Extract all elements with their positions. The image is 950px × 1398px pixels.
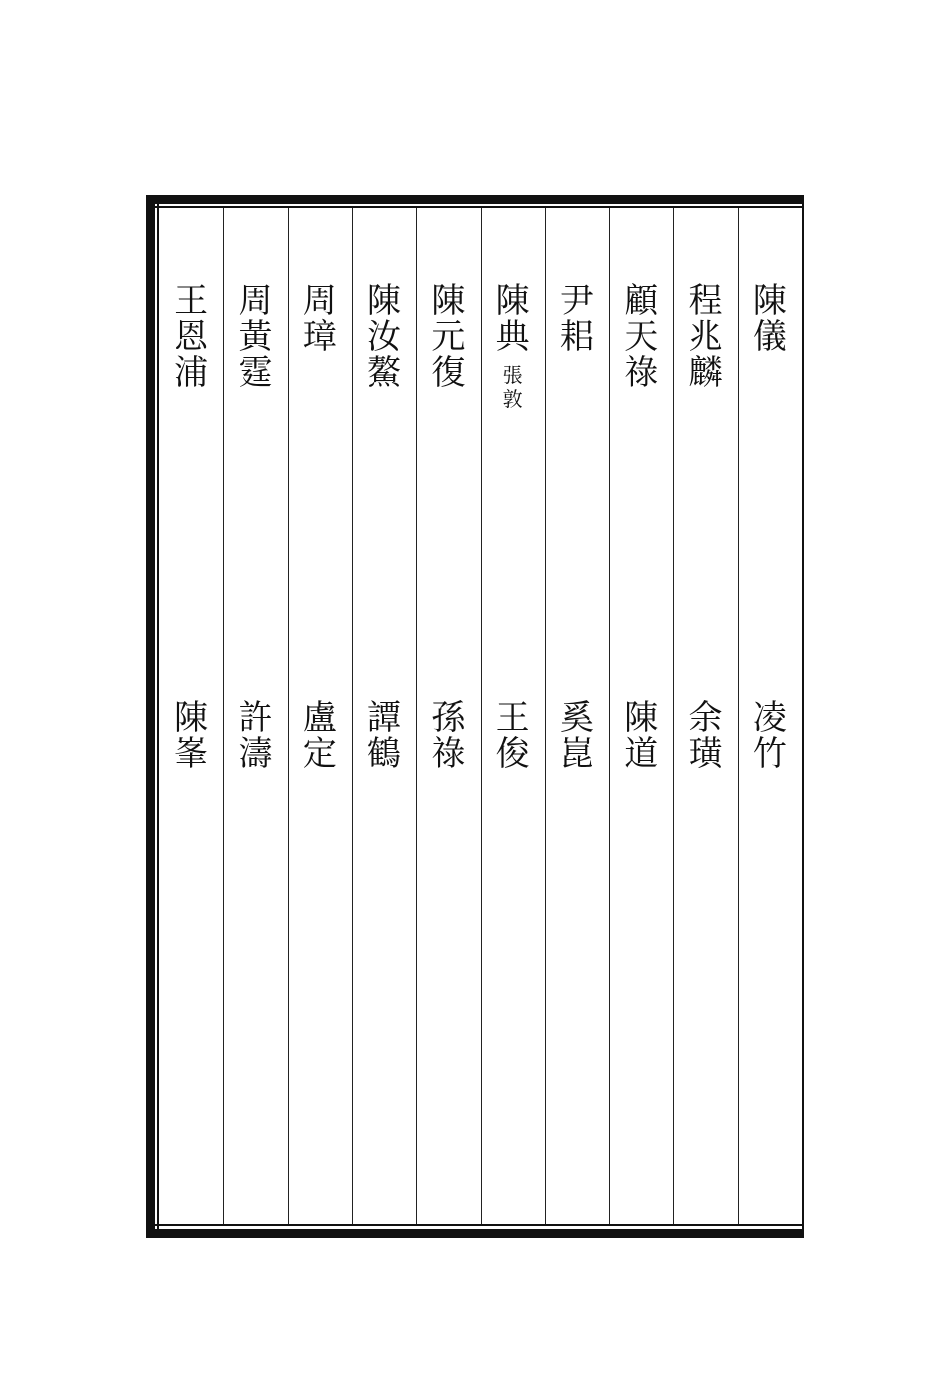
lower-name-text-char: 陳 (174, 698, 209, 738)
lower-name-text-char: 崑 (559, 734, 594, 774)
name-column (545, 195, 609, 1238)
lower-name (545, 700, 609, 772)
name-column (159, 195, 223, 1238)
upper-name (738, 283, 802, 355)
lower-name (609, 700, 673, 772)
upper-name-text (689, 283, 723, 391)
upper-name-text-char: 陳 (367, 281, 402, 321)
upper-name-text-char: 元 (431, 317, 466, 357)
lower-name-text-char: 竹 (752, 734, 787, 774)
lower-name-text-char: 譚 (367, 698, 402, 738)
left-border (146, 195, 155, 1238)
upper-name-text-char: 陳 (752, 281, 787, 321)
upper-name-text-char: 鰲 (367, 353, 402, 393)
lower-name-text-char: 余 (688, 698, 723, 738)
upper-name-text-char: 陳 (431, 281, 466, 321)
right-border (802, 195, 804, 1238)
upper-name-text-char: 璋 (302, 317, 337, 357)
upper-name-text-char: 祿 (624, 353, 659, 393)
upper-name (673, 283, 737, 391)
lower-name-text (174, 700, 208, 772)
lower-name-text-char: 孫 (431, 698, 466, 738)
name-column (738, 195, 802, 1238)
lower-name (673, 700, 737, 772)
upper-name-text-char: 陳 (495, 281, 530, 321)
upper-name-text (238, 283, 272, 391)
name-column (609, 195, 673, 1238)
upper-name-text-char: 天 (624, 317, 659, 357)
lower-name-text-char: 道 (624, 734, 659, 774)
annotation-note (503, 363, 523, 411)
upper-name-text-char: 儀 (752, 317, 787, 357)
name-column (416, 195, 480, 1238)
upper-name (288, 283, 352, 355)
upper-name (223, 283, 287, 391)
lower-name-text-char: 凌 (752, 698, 787, 738)
lower-name-text (431, 700, 465, 772)
upper-name-text (624, 283, 658, 391)
annotation-note-char: 張 (502, 363, 523, 387)
lower-name (223, 700, 287, 772)
lower-name-text-char: 峯 (174, 734, 209, 774)
lower-name-text-char: 盧 (302, 698, 337, 738)
upper-name (416, 283, 480, 391)
lower-name-text-char: 鶴 (367, 734, 402, 774)
upper-name-text (560, 283, 594, 355)
upper-name (352, 283, 416, 391)
page-frame (146, 195, 804, 1242)
lower-name-text (560, 700, 594, 772)
upper-name-text (753, 283, 787, 355)
lower-name-text (303, 700, 337, 772)
upper-name-text-char: 兆 (688, 317, 723, 357)
lower-name (352, 700, 416, 772)
lower-name-text-char: 俊 (495, 734, 530, 774)
lower-name-text-char: 濤 (238, 734, 273, 774)
upper-name-text (174, 283, 208, 391)
upper-name (545, 283, 609, 355)
lower-name-text (496, 700, 530, 772)
name-column (288, 195, 352, 1238)
lower-name (288, 700, 352, 772)
lower-name-text (238, 700, 272, 772)
name-column (481, 195, 545, 1238)
upper-name-text-char: 麟 (688, 353, 723, 393)
upper-name-text-char: 恩 (174, 317, 209, 357)
lower-name (416, 700, 480, 772)
lower-name (738, 700, 802, 772)
upper-name (481, 283, 545, 411)
lower-name (481, 700, 545, 772)
lower-name-text-char: 王 (495, 698, 530, 738)
lower-name-text-char: 祿 (431, 734, 466, 774)
name-column (352, 195, 416, 1238)
upper-name-text (367, 283, 401, 391)
upper-name (159, 283, 223, 391)
upper-name-text-char: 尹 (559, 281, 594, 321)
upper-name-text-char: 汝 (367, 317, 402, 357)
upper-name-text-char: 典 (495, 317, 530, 357)
lower-name-text-char: 定 (302, 734, 337, 774)
upper-name-text-char: 周 (302, 281, 337, 321)
upper-name-text-char: 周 (238, 281, 273, 321)
upper-name-text-char: 王 (174, 281, 209, 321)
lower-name-text (624, 700, 658, 772)
lower-name-text-char: 陳 (624, 698, 659, 738)
lower-name-text-char: 許 (238, 698, 273, 738)
upper-name-text-char: 程 (688, 281, 723, 321)
lower-name-text (689, 700, 723, 772)
upper-name-text-char: 黃 (238, 317, 273, 357)
upper-name-text-char: 復 (431, 353, 466, 393)
upper-name-text-char: 霆 (238, 353, 273, 393)
lower-name-text-char: 奚 (559, 698, 594, 738)
name-column (673, 195, 737, 1238)
lower-name-text-char: 璜 (688, 734, 723, 774)
upper-name-text (431, 283, 465, 391)
lower-name (159, 700, 223, 772)
upper-name-text (496, 283, 530, 355)
upper-name-text-char: 浦 (174, 353, 209, 393)
annotation-note-char: 敦 (502, 387, 523, 411)
name-column (223, 195, 287, 1238)
upper-name-text (303, 283, 337, 355)
lower-name-text (367, 700, 401, 772)
upper-name-text-char: 耜 (559, 317, 594, 357)
upper-name-text-char: 顧 (624, 281, 659, 321)
upper-name (609, 283, 673, 391)
lower-name-text (753, 700, 787, 772)
